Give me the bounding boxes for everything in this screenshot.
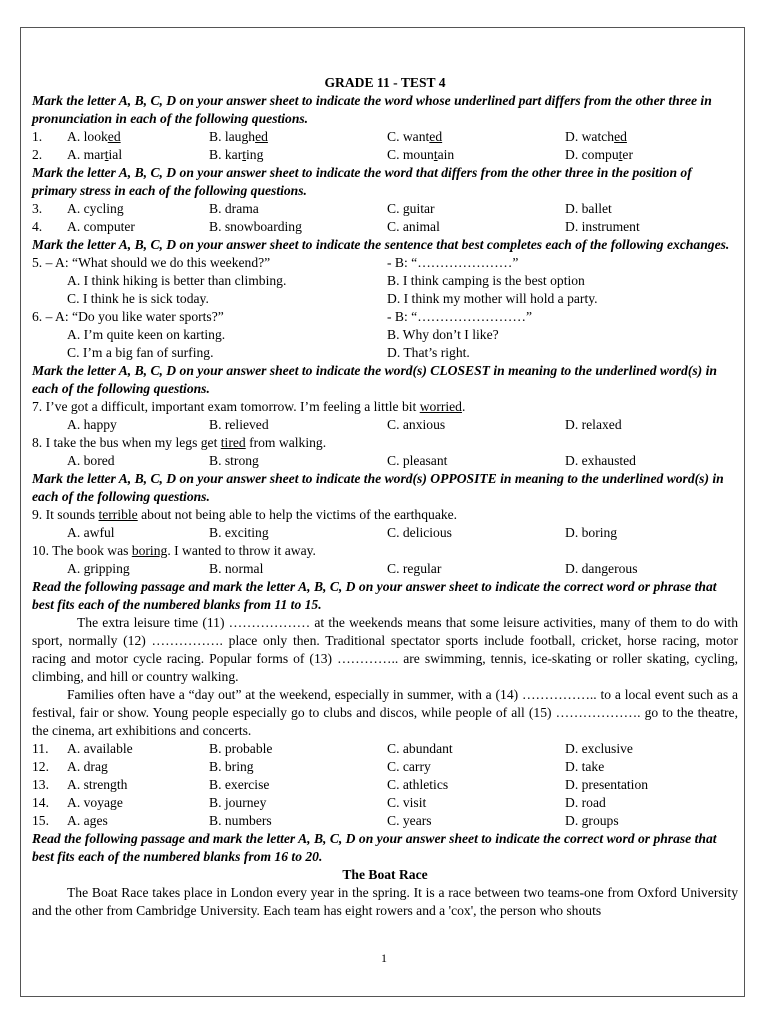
- underlined-word: terrible: [98, 507, 138, 522]
- question-number: 14.: [32, 795, 49, 810]
- option-a: A. gripping: [67, 561, 130, 576]
- question-6-options-cd: [32, 344, 738, 362]
- question-13: [32, 776, 738, 794]
- option-b: B. probable: [209, 741, 273, 756]
- passage-2: [32, 884, 738, 920]
- option-a: A. strength: [67, 777, 128, 792]
- question-number: 13.: [32, 777, 49, 792]
- instruction-pronunciation: Mark the letter A, B, C, D on your answer sheet to indicate the word whose underlined part differs from the other three in pronunciation in each of the following questions.: [32, 93, 712, 126]
- option-d: D. relaxed: [565, 417, 622, 432]
- question-6-options-ab: [32, 326, 738, 344]
- option-d: D. dangerous: [565, 561, 638, 576]
- option-b: B. I think camping is the best option: [387, 273, 585, 288]
- page-title: GRADE 11 - TEST 4: [324, 75, 446, 90]
- question-10-options: [32, 560, 738, 578]
- question-8-stem: 8. I take the bus when my legs get tired from walking.: [32, 435, 327, 450]
- option-c: C. regular: [387, 561, 442, 576]
- instruction-opposite: Mark the letter A, B, C, D on your answer sheet to indicate the word(s) OPPOSITE in meaning to the underlined word(s) in each of the following questions.: [32, 471, 724, 504]
- option-c: C. athletics: [387, 777, 449, 792]
- question-15: [32, 812, 738, 830]
- option-a: A. martial: [67, 147, 123, 162]
- question-number: 3.: [32, 201, 43, 216]
- option-a: A. cycling: [67, 201, 124, 216]
- option-a: A. I’m quite keen on karting.: [67, 327, 226, 342]
- question-11: [32, 740, 738, 758]
- option-b: B. exciting: [209, 525, 269, 540]
- option-d: D. ballet: [565, 201, 612, 216]
- option-b: B. snowboarding: [209, 219, 302, 234]
- option-c: C. pleasant: [387, 453, 448, 468]
- question-7-stem: 7. I’ve got a difficult, important exam tomorrow. I’m feeling a little bit worried.: [32, 399, 466, 414]
- option-d: D. I think my mother will hold a party.: [387, 291, 598, 306]
- underlined-word: worried: [419, 399, 462, 414]
- question-5-options-cd: [32, 290, 738, 308]
- option-d: D. boring: [565, 525, 618, 540]
- underlined-word: boring: [131, 543, 168, 558]
- option-d: D. take: [565, 759, 605, 774]
- question-number: 4.: [32, 219, 43, 234]
- option-a: A. voyage: [67, 795, 123, 810]
- option-b: B. laughed: [209, 129, 268, 144]
- question-12: [32, 758, 738, 776]
- question-8-options: [32, 452, 738, 470]
- option-c: C. delicious: [387, 525, 452, 540]
- option-b: B. journey: [209, 795, 267, 810]
- speaker-a: 6. – A: “Do you like water sports?”: [32, 309, 224, 324]
- instruction-passage-1: Read the following passage and mark the letter A, B, C, D on your answer sheet to indicate the correct word or phrase that best fits each of the numbered blanks from 11 to 15.: [32, 579, 717, 612]
- question-7-options: [32, 416, 738, 434]
- page-number: 1: [381, 951, 387, 965]
- option-a: A. awful: [67, 525, 115, 540]
- option-a: A. I think hiking is better than climbing.: [67, 273, 287, 288]
- option-b: B. bring: [209, 759, 254, 774]
- underlined-word: tired: [220, 435, 246, 450]
- passage-1-paragraph-1: The extra leisure time (11) ……………… at the weekends means that some leisure activities, many of them to do with sport, normally (12) ……………. place only then. Traditional spectator sports include football, cricket, horse racing, motor racing and motor cycle racing. Popular forms of (13) ………….. are swimming, tennis, ice-skating or roller skating, cycling, climbing, and hill or country walking.: [32, 615, 738, 684]
- instruction-closest: Mark the letter A, B, C, D on your answer sheet to indicate the word(s) CLOSEST in meaning to the underlined word(s) in each of the following questions.: [32, 363, 717, 396]
- document-content: [32, 74, 738, 920]
- question-number: 11.: [32, 741, 49, 756]
- instruction-exchanges: Mark the letter A, B, C, D on your answer sheet to indicate the sentence that best completes each of the following exchanges.: [32, 237, 730, 252]
- instruction-passage-2: Read the following passage and mark the letter A, B, C, D on your answer sheet to indicate the correct word or phrase that best fits each of the numbered blanks from 16 to 20.: [32, 831, 717, 864]
- question-3: [32, 200, 738, 218]
- question-9-options: [32, 524, 738, 542]
- question-5-stem: [32, 254, 738, 272]
- option-c: C. guitar: [387, 201, 435, 216]
- question-number: 1.: [32, 129, 43, 144]
- option-d: D. computer: [565, 147, 633, 162]
- option-a: A. bored: [67, 453, 115, 468]
- option-b: B. relieved: [209, 417, 269, 432]
- option-c: C. anxious: [387, 417, 446, 432]
- option-d: D. presentation: [565, 777, 649, 792]
- question-number: 12.: [32, 759, 49, 774]
- option-d: D. That’s right.: [387, 345, 470, 360]
- option-d: D. exclusive: [565, 741, 633, 756]
- option-a: A. looked: [67, 129, 121, 144]
- option-a: A. drag: [67, 759, 108, 774]
- question-14: [32, 794, 738, 812]
- option-b: B. normal: [209, 561, 264, 576]
- question-4: [32, 218, 738, 236]
- option-b: B. exercise: [209, 777, 270, 792]
- speaker-b: - B: “…………………”: [387, 255, 519, 270]
- speaker-b: - B: “……………………”: [387, 309, 532, 324]
- question-9-stem: 9. It sounds terrible about not being able to help the victims of the earthquake.: [32, 507, 458, 522]
- option-b: B. karting: [209, 147, 264, 162]
- option-c: C. animal: [387, 219, 440, 234]
- option-d: D. watched: [565, 129, 627, 144]
- question-2: [32, 146, 738, 164]
- option-d: D. instrument: [565, 219, 640, 234]
- option-c: C. abundant: [387, 741, 453, 756]
- option-c: C. I’m a big fan of surfing.: [67, 345, 214, 360]
- question-number: 15.: [32, 813, 49, 828]
- question-5-options-ab: [32, 272, 738, 290]
- option-b: B. Why don’t I like?: [387, 327, 499, 342]
- question-1: [32, 128, 738, 146]
- option-d: D. groups: [565, 813, 619, 828]
- option-b: B. drama: [209, 201, 259, 216]
- passage-1-paragraph-2: Families often have a “day out” at the weekend, especially in summer, with a (14) …………….. to a local event such as a festival, fair or show. Young people especially go to clubs and discos, while people of all (15) ………………. go to the theatre, the cinema, art exhibitions and concerts.: [32, 687, 738, 738]
- option-c: C. years: [387, 813, 432, 828]
- option-a: A. happy: [67, 417, 117, 432]
- question-number: 2.: [32, 147, 43, 162]
- instruction-stress: Mark the letter A, B, C, D on your answer sheet to indicate the word that differs from the other three in the position of primary stress in each of the following questions.: [32, 165, 692, 198]
- passage-1: [32, 614, 738, 740]
- speaker-a: 5. – A: “What should we do this weekend?”: [32, 255, 271, 270]
- option-c: C. carry: [387, 759, 431, 774]
- option-b: B. numbers: [209, 813, 272, 828]
- option-a: A. ages: [67, 813, 108, 828]
- question-6-stem: [32, 308, 738, 326]
- option-c: C. I think he is sick today.: [67, 291, 209, 306]
- option-a: A. computer: [67, 219, 135, 234]
- passage-2-paragraph-1: The Boat Race takes place in London every year in the spring. It is a race between two teams-one from Oxford University and the other from Cambridge University. Each team has eight rowers and a 'cox', the person who shouts: [32, 885, 738, 918]
- option-b: B. strong: [209, 453, 259, 468]
- option-d: D. road: [565, 795, 606, 810]
- passage-2-title: The Boat Race: [342, 867, 428, 882]
- option-c: C. mountain: [387, 147, 455, 162]
- option-d: D. exhausted: [565, 453, 636, 468]
- option-c: C. wanted: [387, 129, 443, 144]
- option-a: A. available: [67, 741, 133, 756]
- option-c: C. visit: [387, 795, 427, 810]
- question-10-stem: 10. The book was boring. I wanted to throw it away.: [32, 543, 316, 558]
